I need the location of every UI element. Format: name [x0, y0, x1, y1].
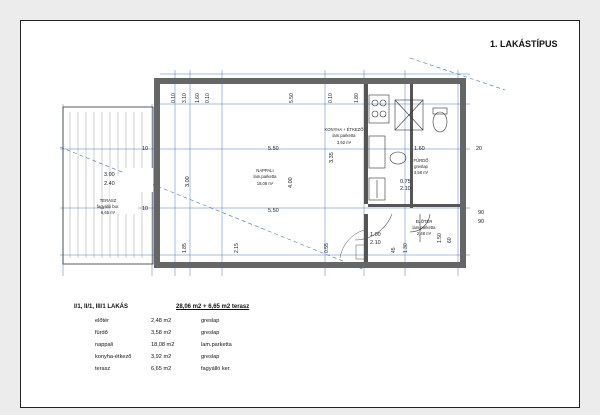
dim-living-w2: 5.50: [268, 208, 279, 214]
room-area: 6,65 m2: [151, 366, 172, 372]
dim-kitchen-d: 3.35: [329, 152, 335, 163]
unit-total-area: 28,06 m2 + 6,65 m2 terasz: [176, 304, 250, 310]
door-swings: [340, 230, 366, 259]
unit-name: I/1, II/1, III/1 LAKÁS: [74, 304, 129, 310]
room-row: [95, 330, 295, 342]
dim-misc-7: 45: [391, 247, 397, 253]
room-floor: fagyálló ker.: [201, 366, 231, 372]
dim-bath-door: 0.75: [400, 179, 411, 185]
dim-top-5: 0.10: [171, 93, 177, 103]
room-name: nappali: [95, 342, 114, 348]
dim-top-2: 5.50: [289, 93, 295, 103]
room-eloter-area: 2,48 m²: [416, 231, 432, 236]
room-terasz-name: TERASZ: [99, 198, 117, 203]
grid-axes: [60, 70, 470, 276]
dim-top-4: 1.80: [354, 93, 360, 103]
dim-90-b: 90: [478, 219, 485, 225]
room-furdo-floor: greslap: [414, 164, 428, 169]
dim-90-a: 90: [478, 210, 485, 216]
room-area: 18,08 m2: [151, 342, 175, 348]
room-nappali-floor: lam.parketta: [253, 174, 277, 179]
dim-door-h: 2.10: [370, 240, 381, 246]
room-area: 3,92 m2: [151, 354, 172, 360]
room-row: [95, 366, 295, 378]
room-eloter-name: ELŐTÉR: [415, 219, 433, 224]
dim-top-6: 3.10: [182, 93, 188, 103]
dim-top-3: 0.10: [328, 93, 334, 103]
dim-20: 20: [476, 146, 483, 152]
room-terasz-floor: fagyálló bur.: [96, 204, 120, 209]
room-row: [95, 342, 295, 354]
room-area: 3,58 m2: [151, 330, 172, 336]
dim-top-0: 1.60: [195, 93, 201, 103]
dim-misc-9: 2.15: [234, 243, 240, 253]
section-lines: [60, 58, 505, 270]
dim-depth: 4.00: [288, 177, 294, 188]
room-name: konyha-étkező: [95, 354, 132, 360]
dim-misc-5: 1.50: [437, 233, 443, 243]
room-floor: greslap: [201, 354, 220, 360]
dim-10-a: 10: [142, 146, 149, 152]
room-floor: greslap: [201, 330, 220, 336]
dim-left-h2: 2.40: [104, 181, 115, 187]
dim-misc-11: 1.30: [403, 243, 409, 253]
dim-misc-10: 0.55: [324, 243, 330, 253]
room-name: fürdő: [95, 330, 108, 336]
room-table: [95, 318, 295, 378]
dim-left-h: 3.00: [104, 172, 115, 178]
bathroom-fixtures: [355, 95, 447, 242]
dim-bath-w: 1.60: [414, 146, 425, 152]
room-terasz-area: 6,65 m²: [100, 210, 116, 215]
dim-depth2: 3.00: [185, 176, 191, 187]
room-row: [95, 318, 295, 330]
room-konyha-floor: lam.parketta: [332, 133, 356, 138]
room-nappali-name: NAPPALI: [256, 168, 274, 173]
room-eloter-floor: lam.parketta: [412, 225, 436, 230]
room-furdo-name: FÜRDŐ: [413, 158, 429, 163]
dim-top-1: 0.10: [205, 93, 211, 103]
dim-10-b: 10: [142, 206, 149, 212]
room-furdo-area: 3,58 m²: [413, 170, 429, 175]
room-konyha-name: KONYHA + ÉTKEZŐ: [324, 127, 364, 132]
room-name: terasz: [95, 366, 111, 372]
room-konyha-area: 3,92 m²: [336, 140, 352, 145]
room-floor: greslap: [201, 318, 220, 324]
page-title: 1. LAKÁSTÍPUS: [490, 39, 558, 49]
room-name: előtér: [95, 318, 109, 324]
dim-misc-6: 60: [447, 237, 453, 243]
room-area: 2,48 m2: [151, 318, 172, 324]
room-row: [95, 354, 295, 366]
room-nappali-area: 18,08 m²: [256, 181, 274, 186]
dim-bath-door-h: 2.10: [400, 186, 411, 192]
dim-misc-8: 1.85: [182, 243, 188, 253]
room-floor: lam.parketta: [201, 342, 232, 348]
dim-living-w1: 5.50: [268, 146, 279, 152]
dim-door-w: 1.00: [370, 232, 381, 238]
